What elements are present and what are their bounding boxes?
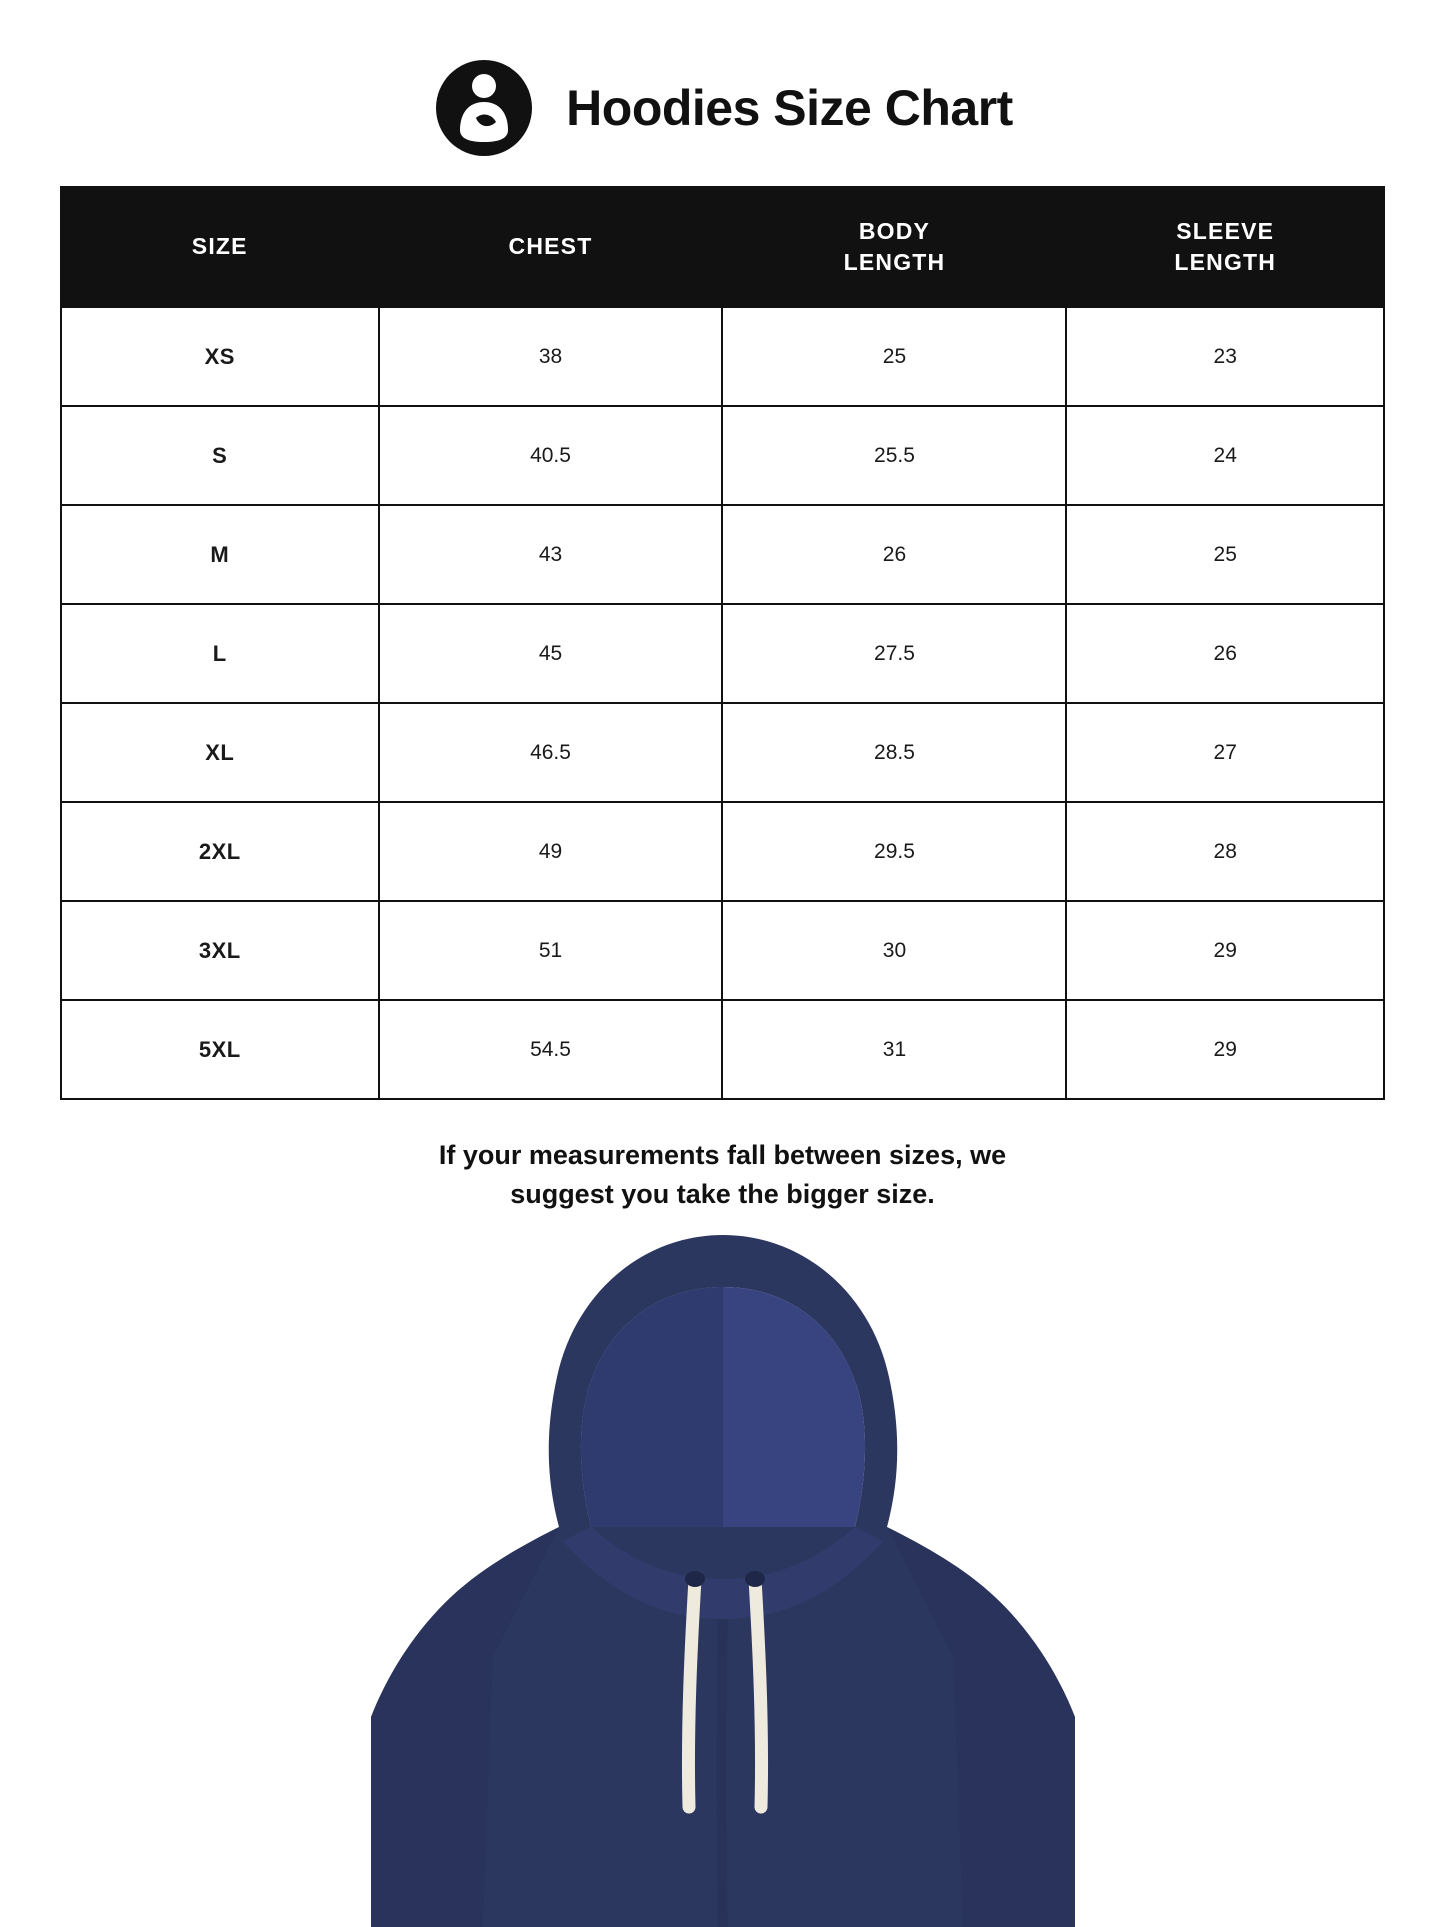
- cell-sleeve-length: 27: [1066, 703, 1384, 802]
- cell-body-length: 29.5: [722, 802, 1066, 901]
- table-row: [61, 406, 1384, 505]
- cell-sleeve-length: 23: [1066, 307, 1384, 406]
- page-title: Hoodies Size Chart: [566, 80, 1013, 136]
- column-header-body-length: [722, 187, 1066, 307]
- sizing-note-line1: If your measurements fall between sizes, we: [438, 1140, 1007, 1170]
- column-header-chest-line1: CHEST: [508, 233, 593, 260]
- column-header-size-line1: SIZE: [191, 233, 248, 260]
- column-header-sleeve-line1: SLEEVE: [1176, 217, 1275, 244]
- sizing-note-line2: suggest you take the bigger size.: [510, 1179, 935, 1210]
- cell-chest: 54.5: [379, 1000, 723, 1099]
- cell-body-length: 28.5: [722, 703, 1066, 802]
- cell-size: S: [61, 406, 379, 505]
- column-header-sleeve-line2: LENGTH: [1174, 249, 1277, 275]
- cell-sleeve-length: 29: [1066, 1000, 1384, 1099]
- cell-sleeve-length: 26: [1066, 604, 1384, 703]
- cell-chest: 38: [379, 307, 723, 406]
- cell-size: XL: [61, 703, 379, 802]
- cell-size: XS: [61, 307, 379, 406]
- column-header-body-line1: BODY: [858, 217, 931, 244]
- cell-size: M: [61, 505, 379, 604]
- column-header-body-line2: LENGTH: [843, 249, 946, 275]
- cell-chest: 45: [379, 604, 723, 703]
- table-row: [61, 307, 1384, 406]
- table-header-row: [61, 187, 1384, 307]
- table-row: [61, 802, 1384, 901]
- cell-chest: 46.5: [379, 703, 723, 802]
- navy-hoodie-photo: [0, 1227, 1445, 1927]
- column-header-size: [61, 187, 379, 307]
- cell-sleeve-length: 28: [1066, 802, 1384, 901]
- table-row: [61, 1000, 1384, 1099]
- cell-sleeve-length: 29: [1066, 901, 1384, 1000]
- cell-body-length: 25.5: [722, 406, 1066, 505]
- cell-sleeve-length: 24: [1066, 406, 1384, 505]
- size-chart-table: [60, 186, 1385, 1100]
- cell-sleeve-length: 25: [1066, 505, 1384, 604]
- table-row: [61, 505, 1384, 604]
- cell-body-length: 26: [722, 505, 1066, 604]
- cell-body-length: 30: [722, 901, 1066, 1000]
- column-header-chest: [379, 187, 723, 307]
- sizing-note: [323, 1136, 1123, 1214]
- mother-and-child-logo-icon: [432, 56, 536, 160]
- cell-body-length: 27.5: [722, 604, 1066, 703]
- cell-body-length: 31: [722, 1000, 1066, 1099]
- table-row: [61, 703, 1384, 802]
- cell-size: 2XL: [61, 802, 379, 901]
- cell-size: 5XL: [61, 1000, 379, 1099]
- cell-chest: 49: [379, 802, 723, 901]
- cell-chest: 51: [379, 901, 723, 1000]
- size-chart-table-wrapper: [0, 186, 1445, 1100]
- cell-size: 3XL: [61, 901, 379, 1000]
- cell-size: L: [61, 604, 379, 703]
- table-row: [61, 901, 1384, 1000]
- cell-chest: 40.5: [379, 406, 723, 505]
- column-header-sleeve-length: [1066, 187, 1384, 307]
- cell-body-length: 25: [722, 307, 1066, 406]
- table-row: [61, 604, 1384, 703]
- cell-chest: 43: [379, 505, 723, 604]
- page-header: [0, 0, 1445, 186]
